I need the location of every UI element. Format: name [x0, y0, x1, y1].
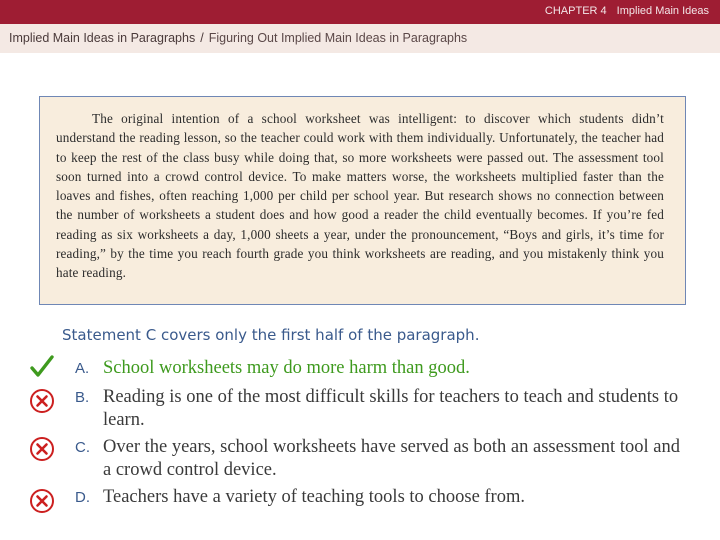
option-c-text: Over the years, school worksheets have served as both an assessment tool and a crowd control device.: [103, 437, 680, 480]
option-d-text: Teachers have a variety of teaching tools to choose from.: [103, 487, 525, 507]
option-b-letter: B.: [75, 389, 90, 406]
x-mark-icon: [29, 488, 55, 514]
chapter-title: Implied Main Ideas: [616, 5, 709, 17]
explanation-statement: Statement C covers only the first half of the paragraph.: [62, 326, 480, 344]
breadcrumb-section: Implied Main Ideas in Paragraphs: [9, 31, 196, 45]
chapter-number: CHAPTER 4: [544, 5, 607, 17]
option-b-text: Reading is one of the most difficult skills for teachers to teach and students to learn.: [103, 387, 679, 430]
x-mark-icon: [29, 388, 55, 414]
x-mark-icon: [29, 436, 55, 462]
option-a-text: School worksheets may do more harm than good.: [103, 358, 470, 378]
breadcrumb-current: Figuring Out Implied Main Ideas in Paragraphs: [208, 31, 468, 45]
option-a-letter: A.: [75, 360, 90, 377]
option-d-letter: D.: [75, 489, 90, 506]
breadcrumb-separator: /: [200, 31, 204, 45]
check-icon: [29, 354, 55, 380]
passage-text: The original intention of a school worksheet was intelligent: to discover which students didn’t understand the reading lesson, so the teacher could work with them individually. Unfortunately, the teacher had to keep the rest of the class busy while doing that, so more worksheets were passed out. The assessment tool soon turned into a crowd control device. To make matters worse, the worksheets multiplied faster than the loaves and fishes, often reaching 1,000 per child per school year. But research shows no connection between the number of worksheets a student does and how good a reader the child eventually becomes. If you’re fed reading as six worksheets a day, 1,000 sheets a year, under the pronouncement, “Boys and girls, it’s time for reading,” by the time you reach fourth grade you think worksheets are reading, and you mistakenly think you hate reading.: [56, 111, 664, 281]
option-c-letter: C.: [75, 439, 90, 456]
